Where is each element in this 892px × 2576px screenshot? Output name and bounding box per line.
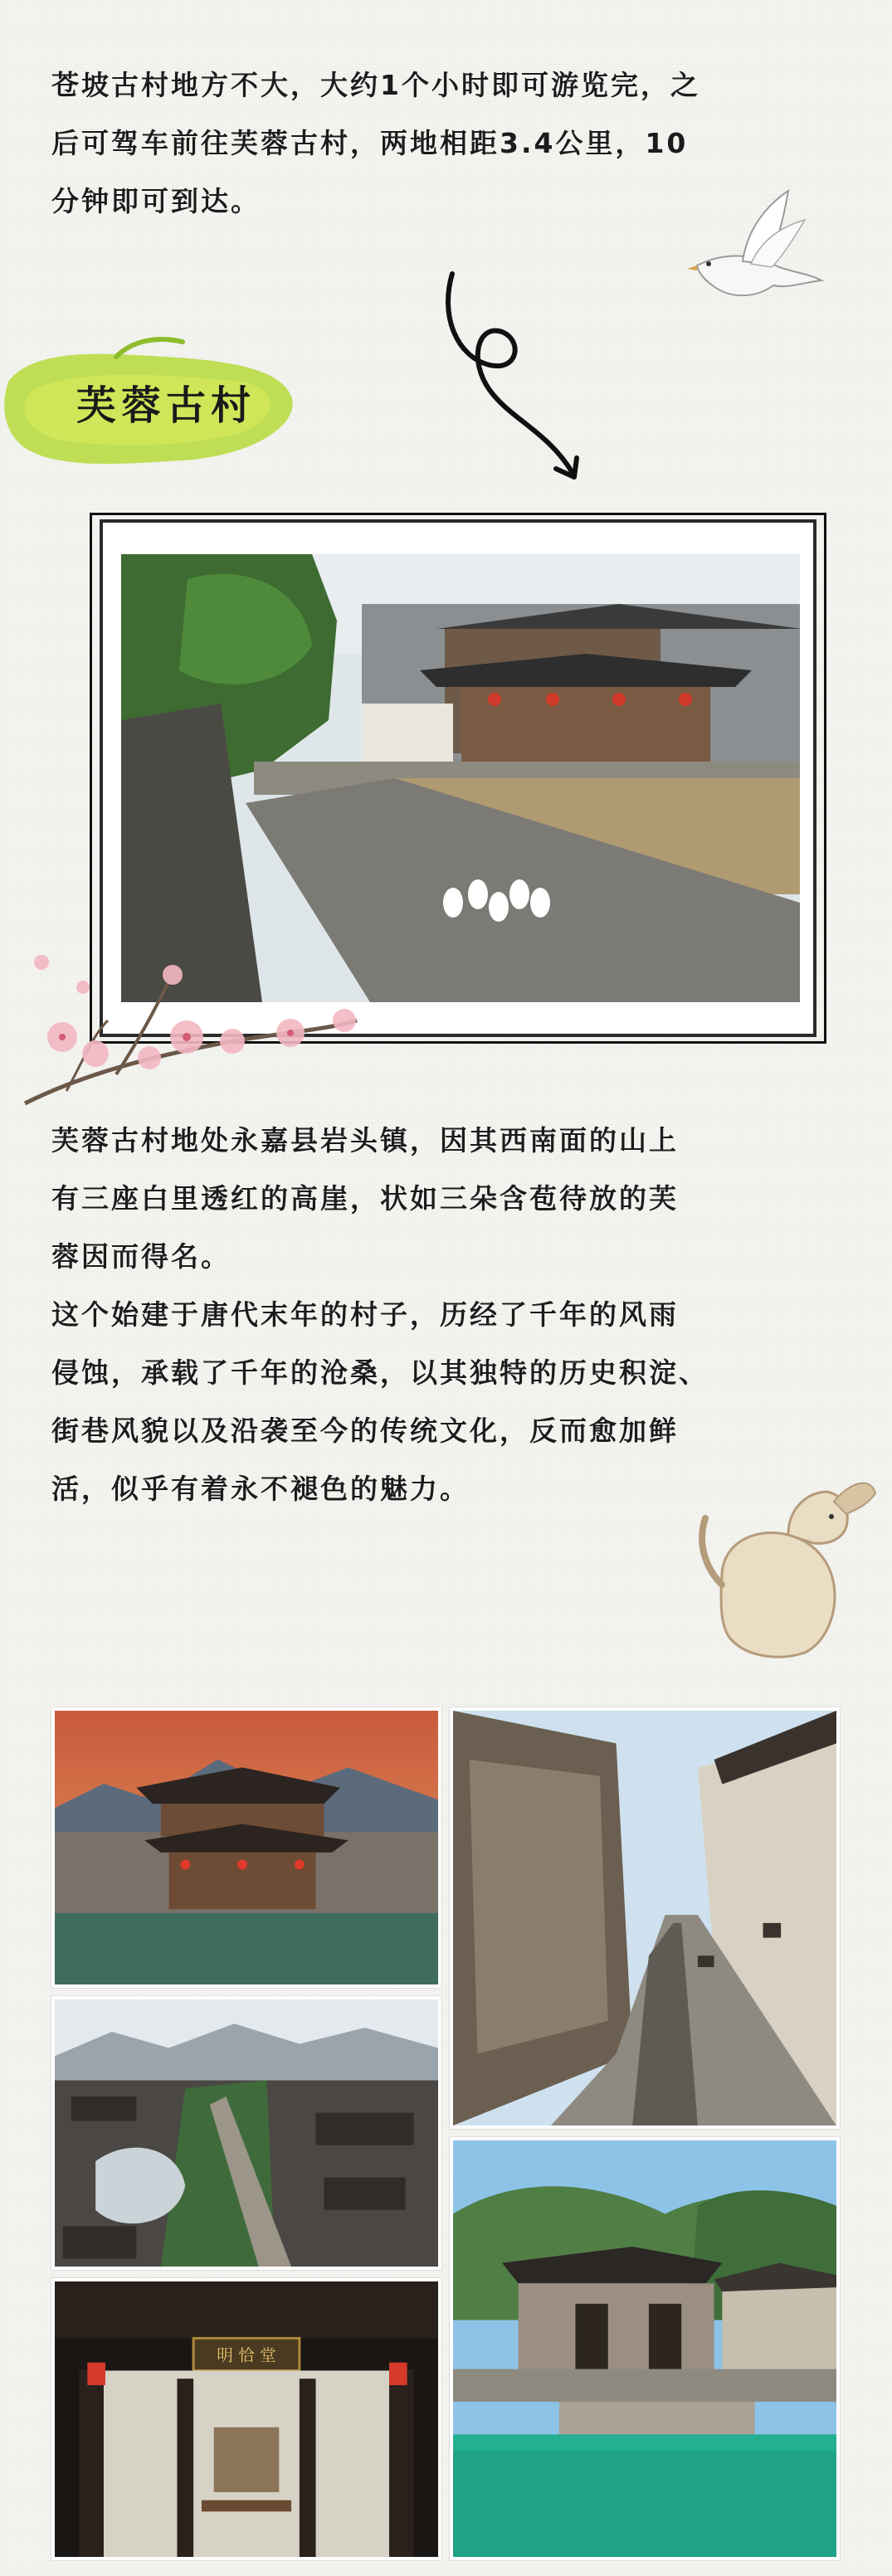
gallery-photo-alley — [450, 1707, 840, 2129]
gallery-photo-waterfront — [450, 2137, 840, 2560]
description-line-5: 侵蚀，承载了千年的沧桑，以其独特的历史积淀、 — [51, 1356, 709, 1389]
description-line-1: 芙蓉古村地处永嘉县岩头镇，因其西南面的山上 — [51, 1124, 679, 1157]
curly-arrow-icon — [431, 265, 606, 489]
description-line-3: 蓉因而得名。 — [51, 1240, 231, 1273]
gallery-photo-aerial-village — [51, 1996, 441, 2270]
description-paragraph — [51, 1112, 869, 1518]
description-line-2: 有三座白里透红的高崖，状如三朵含苞待放的芙 — [51, 1182, 679, 1215]
dove-icon — [680, 174, 830, 324]
gallery-photo-pavilion-sunset — [51, 1707, 441, 1988]
dog-drawing-icon — [689, 1468, 880, 1668]
plum-blossom-icon — [17, 896, 365, 1120]
intro-line-2: 后可驾车前往芙蓉古村，两地相距3.4公里，10 — [51, 127, 689, 159]
description-line-4: 这个始建于唐代末年的村子，历经了千年的风雨 — [51, 1298, 679, 1331]
intro-line-3: 分钟即可到达。 — [51, 185, 261, 217]
section-title: 芙蓉古村 — [76, 382, 256, 429]
description-line-6: 街巷风貌以及沿袭至今的传统文化，反而愈加鲜 — [51, 1415, 679, 1447]
gallery-photo-ancestral-hall — [51, 2278, 441, 2560]
description-line-7: 活，似乎有着永不褪色的魅力。 — [51, 1473, 470, 1505]
hall-plaque-text: 明 恰 堂 — [217, 2345, 276, 2365]
intro-line-1: 苍坡古村地方不大，大约1个小时即可游览完，之 — [51, 69, 700, 101]
